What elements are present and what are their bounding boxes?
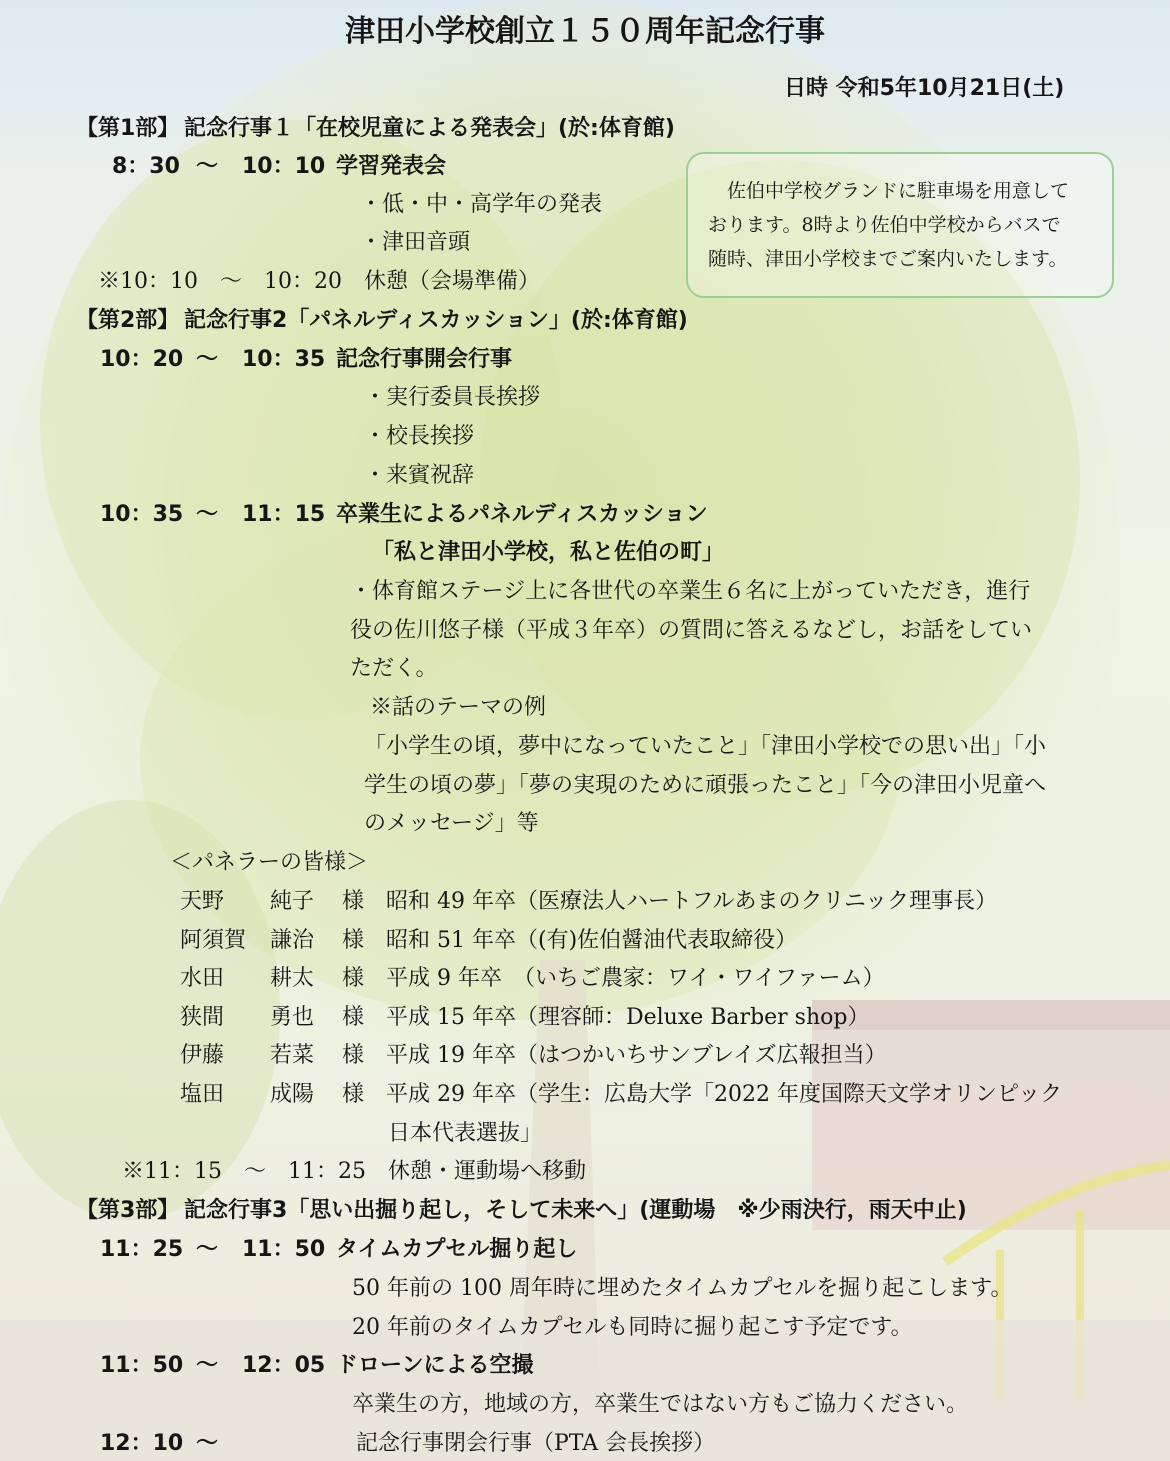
- part2-heading: 記念行事2「パネルディスカッション」(於:体育館): [184, 308, 688, 333]
- panelist-given: 成陽: [270, 1082, 315, 1107]
- part2-session2-sep: ～: [196, 502, 219, 527]
- panelist-honorific: 様: [342, 928, 365, 953]
- part3-session1-line: 50 年前の 100 周年時に埋めたタイムカプセルを掘り起こします。: [352, 1276, 1013, 1301]
- part3-session1-title: タイムカプセル掘り起し: [336, 1237, 578, 1262]
- panelist-surname: 伊藤: [180, 1043, 225, 1068]
- part2-session2-title: 卒業生によるパネルディスカッション: [336, 502, 708, 527]
- part3-session1-sep: ～: [196, 1237, 219, 1262]
- panelist-honorific: 様: [342, 966, 365, 991]
- panelist-surname: 水田: [180, 966, 225, 991]
- theme-line: 「小学生の頃，夢中になっていたこと」「津田小学校での思い出」「小: [364, 734, 1047, 759]
- notice-line: 佐伯中学校グランドに駐車場を用意して: [708, 180, 1070, 202]
- part3-tag: 【第3部】: [76, 1198, 180, 1223]
- part1-session1-title: 学習発表会: [336, 154, 447, 179]
- theme-line: のメッセージ」等: [364, 811, 539, 836]
- part3-session2-title: ドローンによる空撮: [336, 1353, 534, 1378]
- part1-session1-start: 8：30: [112, 154, 180, 179]
- part2-session1-title: 記念行事開会行事: [336, 347, 513, 372]
- panel-heading: ＜パネラーの皆様＞: [170, 850, 369, 875]
- part3-heading: 記念行事3「思い出掘り起し，そして未来へ」(運動場 ※少雨決行，雨天中止): [184, 1198, 967, 1223]
- part3-session3-sep: ～: [196, 1431, 219, 1456]
- panelist-surname: 阿須賀: [180, 928, 247, 953]
- part2-session1-start: 10：20: [100, 347, 184, 372]
- part2-desc-line: ・体育館ステージ上に各世代の卒業生６名に上がっていただき，進行: [350, 579, 1031, 604]
- part3-session1-end: 11：50: [242, 1237, 326, 1262]
- part1-session1-sep: ～: [196, 154, 219, 179]
- panelist-info: 平成 15 年卒（理容師：Deluxe Barber shop）: [386, 1005, 870, 1030]
- part2-session2-end: 11：15: [242, 502, 326, 527]
- panelist-given: 謙治: [270, 928, 315, 953]
- panelist-honorific: 様: [342, 1043, 365, 1068]
- part2-session1-item: ・校長挨拶: [364, 424, 475, 449]
- part2-session2-start: 10：35: [100, 502, 184, 527]
- parking-notice: [686, 152, 1114, 298]
- theme-heading: ※話のテーマの例: [370, 695, 547, 720]
- part1-heading: 記念行事１「在校児童による発表会」(於:体育館): [184, 116, 675, 141]
- event-date: 日時 令和5年10月21日(土): [784, 76, 1065, 101]
- panelist-info-continued: 日本代表選抜」: [388, 1121, 543, 1146]
- part3-session2-line: 卒業生の方，地域の方，卒業生ではない方もご協力ください。: [352, 1392, 969, 1417]
- theme-line: 学生の頃の夢」「夢の実現のために頑張ったこと」「今の津田小児童へ: [364, 773, 1047, 798]
- panelist-info: 昭和 49 年卒（医療法人ハートフルあまのクリニック理事長）: [386, 889, 998, 914]
- part2-session1-end: 10：35: [242, 347, 326, 372]
- part2-session2-subtitle: 「私と津田小学校，私と佐伯の町」: [372, 540, 725, 565]
- part1-session1-end: 10：10: [242, 154, 326, 179]
- panelist-given: 純子: [270, 889, 315, 914]
- part3-session1-start: 11：25: [100, 1237, 184, 1262]
- part3-session3-start: 12：10: [100, 1431, 184, 1456]
- panelist-surname: 天野: [180, 889, 225, 914]
- panelist-info: 平成 9 年卒 （いちご農家：ワイ・ワイファーム）: [386, 966, 885, 991]
- panelist-given: 耕太: [270, 966, 315, 991]
- part2-desc-line: 役の佐川悠子様（平成３年卒）の質問に答えるなどし，お話をしてい: [350, 618, 1033, 643]
- panelist-surname: 狭間: [180, 1005, 225, 1030]
- panelist-honorific: 様: [342, 1005, 365, 1030]
- part1-tag: 【第1部】: [76, 116, 180, 141]
- panelist-given: 若菜: [270, 1043, 315, 1068]
- part2-desc-line: ただく。: [350, 656, 438, 681]
- part2-session1-item: ・来賓祝辞: [364, 463, 475, 488]
- part3-session2-start: 11：50: [100, 1353, 184, 1378]
- part3-session2-sep: ～: [196, 1353, 219, 1378]
- part2-break: ※11：15 ～ 11：25 休憩・運動場へ移動: [122, 1159, 586, 1184]
- part1-session1-item: ・低・中・高学年の発表: [360, 192, 603, 217]
- panelist-info: 平成 19 年卒（はつかいちサンブレイズ広報担当）: [386, 1043, 887, 1068]
- panelist-info: 平成 29 年卒（学生：広島大学「2022 年度国際天文学オリンピック: [386, 1082, 1063, 1107]
- notice-line: 随時、津田小学校までご案内いたします。: [708, 248, 1068, 270]
- part2-session1-sep: ～: [196, 347, 219, 372]
- part3-session3-title: 記念行事閉会行事（PTA 会長挨拶）: [356, 1431, 716, 1456]
- panelist-info: 昭和 51 年卒（(有)佐伯醤油代表取締役）: [386, 928, 798, 953]
- part1-session1-item: ・津田音頭: [360, 230, 471, 255]
- page-title: 津田小学校創立１５０周年記念行事: [345, 14, 825, 49]
- part2-session1-item: ・実行委員長挨拶: [364, 385, 541, 410]
- panelist-honorific: 様: [342, 1082, 365, 1107]
- panelist-given: 勇也: [270, 1005, 315, 1030]
- panelist-surname: 塩田: [180, 1082, 225, 1107]
- part2-tag: 【第2部】: [76, 308, 180, 333]
- part3-session2-end: 12：05: [242, 1353, 326, 1378]
- part1-break: ※10：10 ～ 10：20 休憩（会場準備）: [98, 269, 540, 294]
- part3-session1-line: 20 年前のタイムカプセルも同時に掘り起こす予定です。: [352, 1315, 913, 1340]
- notice-line: おります。8時より佐伯中学校からバスで: [708, 214, 1061, 236]
- panelist-honorific: 様: [342, 889, 365, 914]
